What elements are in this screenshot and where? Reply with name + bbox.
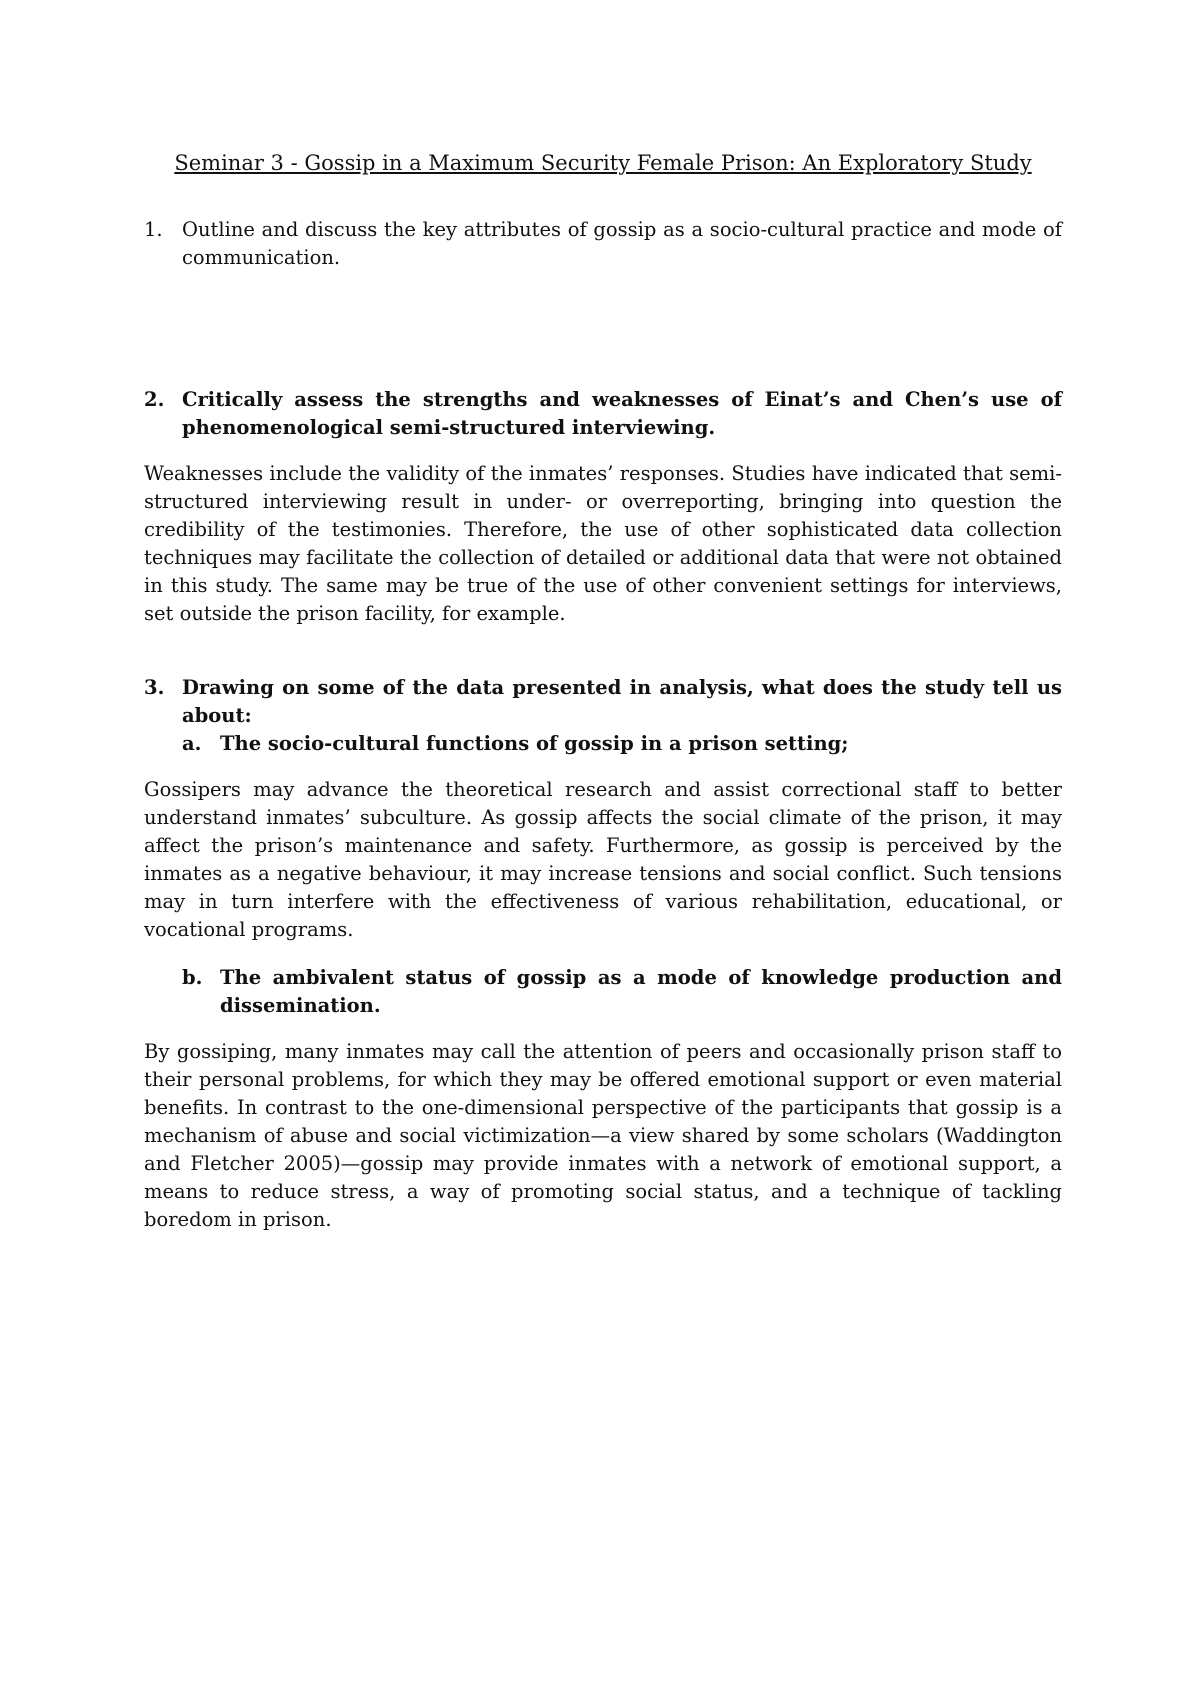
answer-2: Weaknesses include the validity of the inmates’ responses. Studies have indicated that semi-structured interviewing result in under- or overreporting, bringing into question the credibility of the testimonies. Therefore, the use of other sophisticated data collection techniques may facilitate the collection of detailed or additional data that were not obtained in this study. The same may be true of the use of other convenient settings for interviews, set outside the prison facility, for example.	[144, 462, 1062, 625]
question-3b-number: b.	[182, 966, 203, 989]
question-1-number: 1.	[144, 218, 163, 241]
answer-3a: Gossipers may advance the theoretical research and assist correctional staff to better understand inmates’ subculture. As gossip affects the social climate of the prison, it may affect the prison’s maintenance and safety. Furthermore, as gossip is perceived by the inmates as a negative behaviour, it may increase tensions and social conflict. Such tensions may in turn interfere with the effectiveness of various rehabilitation, educational, or vocational programs.	[144, 778, 1062, 941]
question-3a-text: The socio-cultural functions of gossip in a prison setting;	[220, 732, 849, 755]
question-3a-number: a.	[182, 732, 202, 755]
question-1-text: Outline and discuss the key attributes of gossip as a socio-cultural practice and mode of communication.	[182, 218, 1062, 269]
question-2	[144, 386, 1062, 442]
question-2-text: Critically assess the strengths and weaknesses of Einat’s and Chen’s use of phenomenological semi-structured interviewing.	[182, 388, 1062, 439]
question-2-number: 2.	[144, 388, 165, 411]
answer-3b: By gossiping, many inmates may call the attention of peers and occasionally prison staff to their personal problems, for which they may be offered emotional support or even material benefits. In contrast to the one-dimensional perspective of the participants that gossip is a mechanism of abuse and social victimization—a view shared by some scholars (Waddington and Fletcher 2005)—gossip may provide inmates with a network of emotional support, a means to reduce stress, a way of promoting social status, and a technique of tackling boredom in prison.	[144, 1040, 1062, 1231]
document-body	[144, 146, 1062, 1234]
question-1	[144, 216, 1062, 272]
question-3b	[182, 964, 1062, 1020]
question-3-number: 3.	[144, 676, 165, 699]
question-3	[144, 674, 1062, 730]
question-3-text: Drawing on some of the data presented in analysis, what does the study tell us about:	[182, 676, 1062, 727]
question-3a	[182, 730, 1062, 758]
document-title: Seminar 3 - Gossip in a Maximum Security Female Prison: An Exploratory Study	[174, 151, 1032, 175]
question-3b-text: The ambivalent status of gossip as a mode of knowledge production and dissemination.	[220, 966, 1062, 1017]
